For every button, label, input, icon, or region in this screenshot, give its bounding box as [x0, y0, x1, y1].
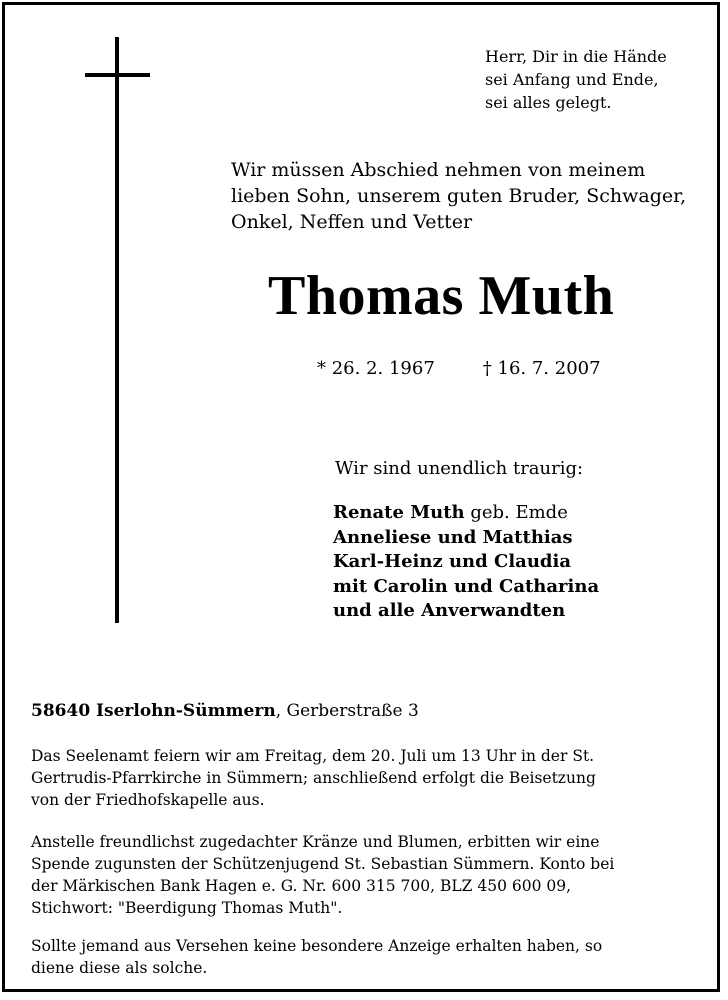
donation-paragraph	[31, 831, 691, 919]
mourner-line: mit Carolin und Catharina	[333, 575, 600, 597]
address-city: 58640 Iserlohn-Sümmern	[31, 701, 276, 721]
paragraph-line: Stichwort: "Beerdigung Thomas Muth".	[31, 899, 343, 917]
mourning-line: Wir sind unendlich traurig:	[335, 458, 584, 479]
verse-line: sei Anfang und Ende,	[485, 70, 659, 89]
cross-icon-bar	[85, 73, 150, 77]
paragraph-line: Sollte jemand aus Versehen keine besondere Anzeige erhalten haben, so	[31, 937, 603, 955]
bible-verse	[485, 45, 667, 114]
paragraph-line: Spende zugunsten der Schützenjugend St. Sebastian Sümmern. Konto bei	[31, 855, 615, 873]
verse-line: sei alles gelegt.	[485, 93, 612, 112]
obituary-notice	[2, 2, 720, 992]
paragraph-line: Gertrudis-Pfarrkirche in Sümmern; anschließend erfolgt die Beisetzung	[31, 769, 596, 787]
death-date: † 16. 7. 2007	[482, 358, 601, 379]
paragraph-line: Das Seelenamt feiern wir am Freitag, dem 20. Juli um 13 Uhr in der St.	[31, 747, 595, 765]
life-dates	[317, 357, 601, 381]
paragraph-line: diene diese als solche.	[31, 959, 208, 977]
paragraph-line: Anstelle freundlichst zugedachter Kränze und Blumen, erbitten wir eine	[31, 833, 600, 851]
deceased-name: Thomas Muth	[268, 265, 615, 327]
intro-line: lieben Sohn, unserem guten Bruder, Schwager,	[231, 185, 687, 207]
cross-icon	[115, 37, 119, 623]
notice-paragraph	[31, 935, 691, 979]
intro-line: Wir müssen Abschied nehmen von meinem	[231, 159, 646, 181]
maiden-name: geb. Emde	[464, 502, 568, 523]
mourners-list	[333, 501, 599, 624]
mourner-line: und alle Anverwandten	[333, 600, 566, 621]
address-street: , Gerberstraße 3	[275, 701, 419, 721]
paragraph-line: der Märkischen Bank Hagen e. G. Nr. 600 315 700, BLZ 450 600 09,	[31, 877, 572, 895]
funeral-mass-paragraph	[31, 745, 691, 811]
birth-date: * 26. 2. 1967	[317, 358, 435, 379]
address	[31, 699, 419, 723]
verse-line: Herr, Dir in die Hände	[485, 47, 667, 66]
intro-line: Onkel, Neffen und Vetter	[231, 211, 473, 233]
intro-text	[231, 157, 686, 235]
mourner-line: Karl-Heinz und Claudia	[333, 551, 571, 572]
mourner-name: Renate Muth	[333, 502, 465, 523]
mourner-line: Anneliese und Matthias	[333, 526, 573, 548]
paragraph-line: von der Friedhofskapelle aus.	[31, 791, 265, 809]
mourner-line	[333, 501, 599, 526]
